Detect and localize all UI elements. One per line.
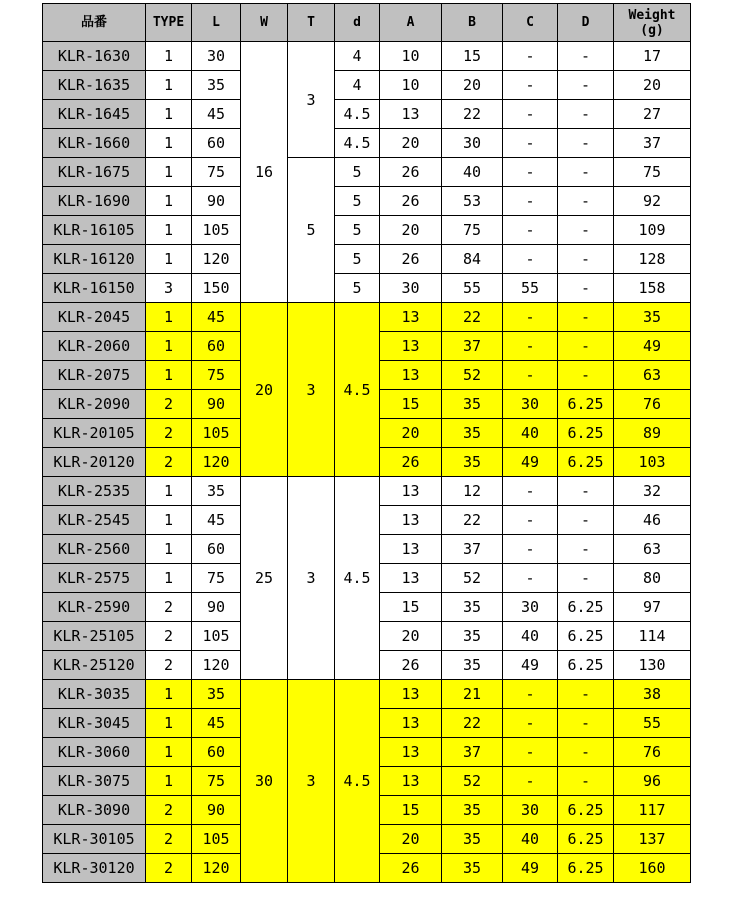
c-cell: 40 xyxy=(503,622,558,651)
table-row xyxy=(43,303,691,332)
b-cell: 30 xyxy=(442,129,503,158)
l-cell: 120 xyxy=(192,854,241,883)
c-cell: 40 xyxy=(503,419,558,448)
d-cell: 4.5 xyxy=(335,303,380,477)
table-row xyxy=(43,42,691,71)
type-cell: 2 xyxy=(146,854,192,883)
weight-cell: 20 xyxy=(614,71,691,100)
dd-cell: 6.25 xyxy=(558,593,614,622)
c-cell: - xyxy=(503,506,558,535)
part-number-cell: KLR-30120 xyxy=(43,854,146,883)
type-cell: 2 xyxy=(146,390,192,419)
a-cell: 13 xyxy=(380,100,442,129)
table-row xyxy=(43,158,691,187)
type-cell: 2 xyxy=(146,796,192,825)
c-cell: 30 xyxy=(503,390,558,419)
b-cell: 22 xyxy=(442,303,503,332)
dd-cell: - xyxy=(558,535,614,564)
d-cell: 4 xyxy=(335,71,380,100)
part-number-cell: KLR-3060 xyxy=(43,738,146,767)
l-cell: 45 xyxy=(192,303,241,332)
part-number-cell: KLR-30105 xyxy=(43,825,146,854)
w-cell: 20 xyxy=(241,303,288,477)
l-cell: 60 xyxy=(192,738,241,767)
weight-cell: 80 xyxy=(614,564,691,593)
c-cell: - xyxy=(503,216,558,245)
l-cell: 120 xyxy=(192,651,241,680)
l-cell: 35 xyxy=(192,477,241,506)
dd-cell: - xyxy=(558,303,614,332)
l-cell: 105 xyxy=(192,622,241,651)
c-cell: - xyxy=(503,477,558,506)
part-number-cell: KLR-2560 xyxy=(43,535,146,564)
c-cell: - xyxy=(503,187,558,216)
dd-cell: 6.25 xyxy=(558,854,614,883)
type-cell: 1 xyxy=(146,564,192,593)
part-number-cell: KLR-25120 xyxy=(43,651,146,680)
part-number-cell: KLR-2090 xyxy=(43,390,146,419)
b-cell: 55 xyxy=(442,274,503,303)
l-cell: 105 xyxy=(192,216,241,245)
a-cell: 15 xyxy=(380,390,442,419)
d-cell: 5 xyxy=(335,274,380,303)
part-number-cell: KLR-25105 xyxy=(43,622,146,651)
type-cell: 1 xyxy=(146,129,192,158)
a-cell: 26 xyxy=(380,245,442,274)
header-l: L xyxy=(192,4,241,42)
t-cell: 3 xyxy=(288,42,335,158)
part-number-cell: KLR-16120 xyxy=(43,245,146,274)
dd-cell: - xyxy=(558,216,614,245)
part-number-cell: KLR-20105 xyxy=(43,419,146,448)
b-cell: 20 xyxy=(442,71,503,100)
part-number-cell: KLR-16105 xyxy=(43,216,146,245)
b-cell: 37 xyxy=(442,738,503,767)
c-cell: 40 xyxy=(503,825,558,854)
b-cell: 53 xyxy=(442,187,503,216)
dd-cell: - xyxy=(558,361,614,390)
dd-cell: 6.25 xyxy=(558,796,614,825)
header-a: A xyxy=(380,4,442,42)
dd-cell: 6.25 xyxy=(558,825,614,854)
part-number-cell: KLR-1690 xyxy=(43,187,146,216)
a-cell: 15 xyxy=(380,796,442,825)
header-dd: D xyxy=(558,4,614,42)
a-cell: 26 xyxy=(380,158,442,187)
dd-cell: 6.25 xyxy=(558,651,614,680)
a-cell: 20 xyxy=(380,622,442,651)
a-cell: 20 xyxy=(380,825,442,854)
weight-cell: 76 xyxy=(614,738,691,767)
type-cell: 1 xyxy=(146,680,192,709)
a-cell: 20 xyxy=(380,129,442,158)
header-t: T xyxy=(288,4,335,42)
part-number-cell: KLR-2575 xyxy=(43,564,146,593)
type-cell: 1 xyxy=(146,506,192,535)
c-cell: - xyxy=(503,129,558,158)
t-cell: 3 xyxy=(288,680,335,883)
b-cell: 35 xyxy=(442,448,503,477)
a-cell: 15 xyxy=(380,593,442,622)
spec-table xyxy=(42,3,691,883)
type-cell: 1 xyxy=(146,303,192,332)
c-cell: - xyxy=(503,738,558,767)
b-cell: 37 xyxy=(442,332,503,361)
dd-cell: - xyxy=(558,680,614,709)
b-cell: 35 xyxy=(442,593,503,622)
weight-cell: 160 xyxy=(614,854,691,883)
dd-cell: - xyxy=(558,42,614,71)
l-cell: 105 xyxy=(192,825,241,854)
part-number-cell: KLR-1660 xyxy=(43,129,146,158)
d-cell: 4.5 xyxy=(335,100,380,129)
table-row xyxy=(43,100,691,129)
a-cell: 13 xyxy=(380,535,442,564)
c-cell: - xyxy=(503,564,558,593)
part-number-cell: KLR-1675 xyxy=(43,158,146,187)
a-cell: 13 xyxy=(380,303,442,332)
type-cell: 2 xyxy=(146,448,192,477)
t-cell: 3 xyxy=(288,303,335,477)
a-cell: 13 xyxy=(380,332,442,361)
weight-cell: 27 xyxy=(614,100,691,129)
weight-cell: 49 xyxy=(614,332,691,361)
b-cell: 52 xyxy=(442,767,503,796)
l-cell: 30 xyxy=(192,42,241,71)
a-cell: 13 xyxy=(380,767,442,796)
c-cell: - xyxy=(503,245,558,274)
l-cell: 90 xyxy=(192,593,241,622)
c-cell: 49 xyxy=(503,854,558,883)
weight-cell: 63 xyxy=(614,361,691,390)
weight-cell: 75 xyxy=(614,158,691,187)
a-cell: 13 xyxy=(380,477,442,506)
b-cell: 35 xyxy=(442,390,503,419)
weight-cell: 158 xyxy=(614,274,691,303)
a-cell: 13 xyxy=(380,709,442,738)
b-cell: 22 xyxy=(442,506,503,535)
weight-cell: 89 xyxy=(614,419,691,448)
b-cell: 84 xyxy=(442,245,503,274)
header-weight xyxy=(614,4,691,42)
part-number-cell: KLR-16150 xyxy=(43,274,146,303)
type-cell: 1 xyxy=(146,245,192,274)
type-cell: 2 xyxy=(146,622,192,651)
part-number-cell: KLR-2060 xyxy=(43,332,146,361)
type-cell: 1 xyxy=(146,738,192,767)
b-cell: 75 xyxy=(442,216,503,245)
t-cell: 3 xyxy=(288,477,335,680)
l-cell: 105 xyxy=(192,419,241,448)
header-type: TYPE xyxy=(146,4,192,42)
weight-cell: 130 xyxy=(614,651,691,680)
type-cell: 1 xyxy=(146,71,192,100)
b-cell: 52 xyxy=(442,361,503,390)
type-cell: 1 xyxy=(146,100,192,129)
weight-cell: 128 xyxy=(614,245,691,274)
table-row xyxy=(43,680,691,709)
weight-cell: 109 xyxy=(614,216,691,245)
l-cell: 35 xyxy=(192,71,241,100)
dd-cell: 6.25 xyxy=(558,390,614,419)
dd-cell: - xyxy=(558,100,614,129)
type-cell: 1 xyxy=(146,187,192,216)
a-cell: 20 xyxy=(380,419,442,448)
dd-cell: 6.25 xyxy=(558,622,614,651)
l-cell: 150 xyxy=(192,274,241,303)
header-weight-unit: (g) xyxy=(640,22,664,38)
d-cell: 5 xyxy=(335,245,380,274)
table-row xyxy=(43,129,691,158)
d-cell: 4.5 xyxy=(335,680,380,883)
b-cell: 40 xyxy=(442,158,503,187)
weight-cell: 32 xyxy=(614,477,691,506)
dd-cell: - xyxy=(558,767,614,796)
a-cell: 30 xyxy=(380,274,442,303)
header-weight-label: Weight xyxy=(628,7,676,23)
part-number-cell: KLR-3045 xyxy=(43,709,146,738)
table-row xyxy=(43,477,691,506)
part-number-cell: KLR-20120 xyxy=(43,448,146,477)
c-cell: - xyxy=(503,680,558,709)
b-cell: 35 xyxy=(442,622,503,651)
part-number-cell: KLR-1635 xyxy=(43,71,146,100)
d-cell: 5 xyxy=(335,158,380,187)
type-cell: 1 xyxy=(146,42,192,71)
b-cell: 35 xyxy=(442,854,503,883)
part-number-cell: KLR-2545 xyxy=(43,506,146,535)
w-cell: 25 xyxy=(241,477,288,680)
b-cell: 52 xyxy=(442,564,503,593)
b-cell: 15 xyxy=(442,42,503,71)
type-cell: 1 xyxy=(146,216,192,245)
table-row xyxy=(43,274,691,303)
type-cell: 1 xyxy=(146,477,192,506)
l-cell: 90 xyxy=(192,796,241,825)
a-cell: 26 xyxy=(380,854,442,883)
header-row xyxy=(43,4,691,42)
c-cell: 49 xyxy=(503,448,558,477)
c-cell: - xyxy=(503,42,558,71)
dd-cell: - xyxy=(558,274,614,303)
part-number-cell: KLR-3035 xyxy=(43,680,146,709)
dd-cell: - xyxy=(558,738,614,767)
header-c: C xyxy=(503,4,558,42)
header-b: B xyxy=(442,4,503,42)
part-number-cell: KLR-2075 xyxy=(43,361,146,390)
dd-cell: - xyxy=(558,245,614,274)
l-cell: 120 xyxy=(192,448,241,477)
b-cell: 35 xyxy=(442,796,503,825)
w-cell: 30 xyxy=(241,680,288,883)
b-cell: 22 xyxy=(442,709,503,738)
l-cell: 45 xyxy=(192,506,241,535)
l-cell: 45 xyxy=(192,100,241,129)
spec-table-body xyxy=(43,42,691,883)
weight-cell: 96 xyxy=(614,767,691,796)
dd-cell: 6.25 xyxy=(558,419,614,448)
part-number-cell: KLR-1630 xyxy=(43,42,146,71)
d-cell: 5 xyxy=(335,216,380,245)
l-cell: 75 xyxy=(192,564,241,593)
c-cell: 49 xyxy=(503,651,558,680)
part-number-cell: KLR-1645 xyxy=(43,100,146,129)
c-cell: - xyxy=(503,303,558,332)
d-cell: 5 xyxy=(335,187,380,216)
type-cell: 2 xyxy=(146,593,192,622)
part-number-cell: KLR-3075 xyxy=(43,767,146,796)
dd-cell: - xyxy=(558,71,614,100)
weight-cell: 37 xyxy=(614,129,691,158)
b-cell: 35 xyxy=(442,825,503,854)
a-cell: 10 xyxy=(380,42,442,71)
w-cell: 16 xyxy=(241,42,288,303)
weight-cell: 46 xyxy=(614,506,691,535)
a-cell: 13 xyxy=(380,506,442,535)
b-cell: 35 xyxy=(442,651,503,680)
dd-cell: - xyxy=(558,709,614,738)
dd-cell: - xyxy=(558,564,614,593)
a-cell: 13 xyxy=(380,361,442,390)
table-row xyxy=(43,187,691,216)
b-cell: 35 xyxy=(442,419,503,448)
type-cell: 3 xyxy=(146,274,192,303)
l-cell: 75 xyxy=(192,767,241,796)
table-row xyxy=(43,216,691,245)
l-cell: 60 xyxy=(192,332,241,361)
type-cell: 1 xyxy=(146,158,192,187)
weight-cell: 17 xyxy=(614,42,691,71)
type-cell: 1 xyxy=(146,767,192,796)
l-cell: 90 xyxy=(192,187,241,216)
l-cell: 120 xyxy=(192,245,241,274)
a-cell: 13 xyxy=(380,564,442,593)
l-cell: 60 xyxy=(192,535,241,564)
a-cell: 10 xyxy=(380,71,442,100)
b-cell: 22 xyxy=(442,100,503,129)
c-cell: - xyxy=(503,709,558,738)
l-cell: 75 xyxy=(192,361,241,390)
weight-cell: 35 xyxy=(614,303,691,332)
type-cell: 1 xyxy=(146,332,192,361)
type-cell: 2 xyxy=(146,419,192,448)
header-part-no: 品番 xyxy=(43,4,146,42)
dd-cell: - xyxy=(558,506,614,535)
dd-cell: - xyxy=(558,158,614,187)
c-cell: - xyxy=(503,767,558,796)
part-number-cell: KLR-2590 xyxy=(43,593,146,622)
weight-cell: 137 xyxy=(614,825,691,854)
l-cell: 60 xyxy=(192,129,241,158)
dd-cell: - xyxy=(558,477,614,506)
b-cell: 12 xyxy=(442,477,503,506)
weight-cell: 92 xyxy=(614,187,691,216)
l-cell: 75 xyxy=(192,158,241,187)
l-cell: 35 xyxy=(192,680,241,709)
c-cell: - xyxy=(503,100,558,129)
a-cell: 13 xyxy=(380,680,442,709)
part-number-cell: KLR-2535 xyxy=(43,477,146,506)
weight-cell: 97 xyxy=(614,593,691,622)
weight-cell: 55 xyxy=(614,709,691,738)
dd-cell: - xyxy=(558,187,614,216)
weight-cell: 117 xyxy=(614,796,691,825)
a-cell: 13 xyxy=(380,738,442,767)
type-cell: 1 xyxy=(146,535,192,564)
weight-cell: 114 xyxy=(614,622,691,651)
t-cell: 5 xyxy=(288,158,335,303)
c-cell: - xyxy=(503,361,558,390)
weight-cell: 63 xyxy=(614,535,691,564)
a-cell: 20 xyxy=(380,216,442,245)
a-cell: 26 xyxy=(380,187,442,216)
dd-cell: - xyxy=(558,332,614,361)
c-cell: - xyxy=(503,332,558,361)
type-cell: 2 xyxy=(146,825,192,854)
header-d: d xyxy=(335,4,380,42)
dd-cell: - xyxy=(558,129,614,158)
weight-cell: 76 xyxy=(614,390,691,419)
table-row xyxy=(43,71,691,100)
c-cell: - xyxy=(503,535,558,564)
type-cell: 1 xyxy=(146,709,192,738)
l-cell: 45 xyxy=(192,709,241,738)
c-cell: 30 xyxy=(503,796,558,825)
type-cell: 1 xyxy=(146,361,192,390)
weight-cell: 103 xyxy=(614,448,691,477)
d-cell: 4.5 xyxy=(335,477,380,680)
weight-cell: 38 xyxy=(614,680,691,709)
header-w: W xyxy=(241,4,288,42)
b-cell: 21 xyxy=(442,680,503,709)
dd-cell: 6.25 xyxy=(558,448,614,477)
part-number-cell: KLR-3090 xyxy=(43,796,146,825)
l-cell: 90 xyxy=(192,390,241,419)
a-cell: 26 xyxy=(380,651,442,680)
b-cell: 37 xyxy=(442,535,503,564)
type-cell: 2 xyxy=(146,651,192,680)
d-cell: 4 xyxy=(335,42,380,71)
c-cell: 30 xyxy=(503,593,558,622)
c-cell: - xyxy=(503,71,558,100)
d-cell: 4.5 xyxy=(335,129,380,158)
a-cell: 26 xyxy=(380,448,442,477)
c-cell: 55 xyxy=(503,274,558,303)
table-row xyxy=(43,245,691,274)
c-cell: - xyxy=(503,158,558,187)
part-number-cell: KLR-2045 xyxy=(43,303,146,332)
